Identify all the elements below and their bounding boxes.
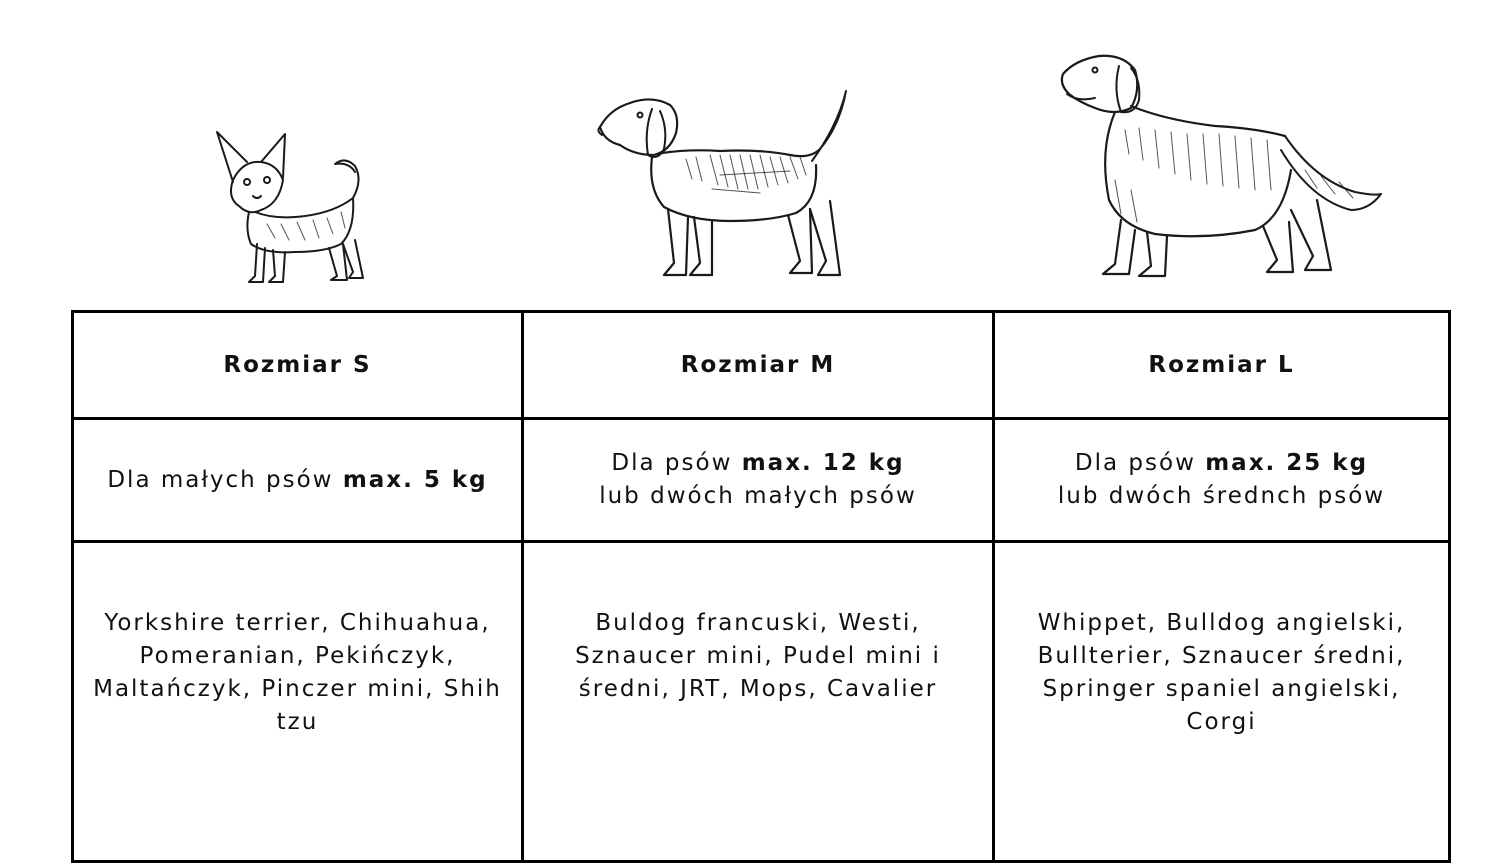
size-m-description [523,419,994,542]
beagle-illustration [590,85,855,295]
size-l-breeds: Whippet, Bulldog angielski, Bullterier, Sznaucer średni, Springer spaniel angielski, Corgi [994,542,1450,862]
size-s-description [73,419,523,542]
size-l-title: Rozmiar L [994,312,1450,419]
table-header-row [73,312,1450,419]
size-l-description [994,419,1450,542]
size-l-desc-line2: lub dwóch średnch psów [1057,483,1386,509]
size-m-breeds: Buldog francuski, Westi, Sznaucer mini, Pudel mini i średni, JRT, Mops, Cavalier [523,542,994,862]
size-comparison-table [71,310,1451,863]
size-s-desc-prefix: Dla małych psów [107,466,343,493]
breeds-row [73,542,1450,862]
size-m-title: Rozmiar M [523,312,994,419]
chihuahua-illustration [205,120,380,295]
size-s-breeds: Yorkshire terrier, Chihuahua, Pomeranian, Pekińczyk, Maltańczyk, Pinczer mini, Shih tzu [73,542,523,862]
golden-retriever-sketch-icon [1055,50,1390,295]
size-s-max-weight: max. 5 kg [342,466,488,493]
size-m-desc-line2: lub dwóch małych psów [599,483,917,509]
size-s-title: Rozmiar S [73,312,523,419]
golden-retriever-illustration [1055,50,1390,295]
size-l-desc-prefix: Dla psów [1074,450,1206,476]
size-l-max-weight: max. 25 kg [1205,450,1369,476]
size-m-max-weight: max. 12 kg [741,450,905,476]
chihuahua-sketch-icon [205,120,380,295]
size-m-desc-prefix: Dla psów [611,450,742,476]
weight-description-row [73,419,1450,542]
beagle-sketch-icon [590,85,855,295]
